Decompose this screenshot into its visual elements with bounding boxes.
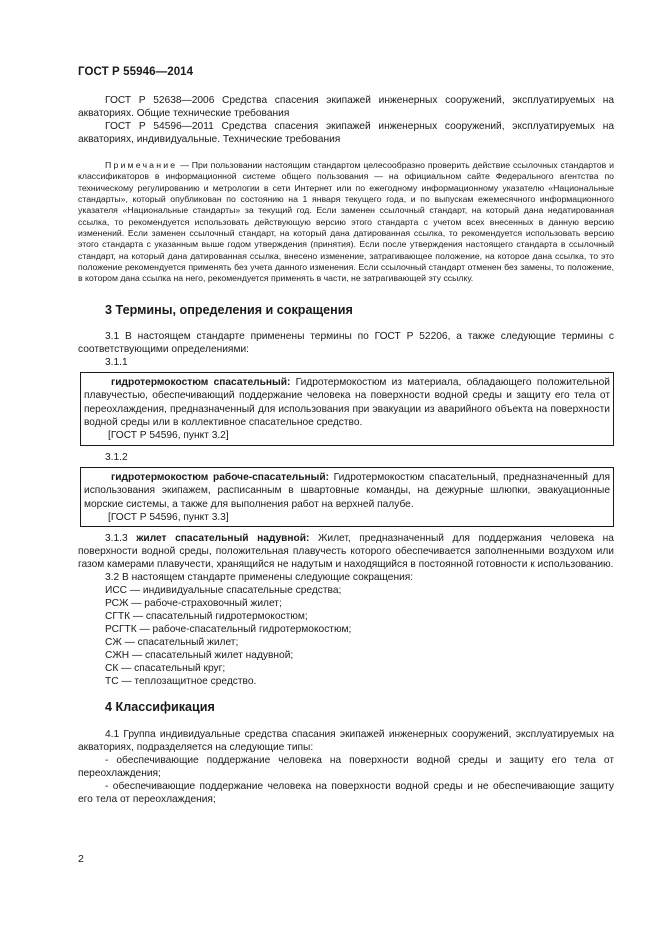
- clause-3-1-2-number: 3.1.2: [105, 451, 128, 463]
- reference-item: ГОСТ Р 52638—2006 Средства спасения экипажей инженерных сооружений, эксплуатируемых на акваториях. Общие технические требования: [78, 95, 614, 119]
- clause-3-1: 3.1 В настоящем стандарте применены термины по ГОСТ Р 52206, а также следующие термины с соответствующими определениями:: [78, 330, 614, 355]
- clause-3-1-3: [78, 532, 614, 571]
- term: гидротермокостюм рабоче-спасательный:: [111, 471, 329, 483]
- page-content: [78, 92, 614, 806]
- list-item: РСЖ — рабоче-страховочный жилет;: [105, 598, 282, 610]
- list-item: РСГТК — рабоче-спасательный гидротермокостюм;: [105, 624, 352, 636]
- reference-item: ГОСТ Р 54596—2011 Средства спасения экипажей инженерных сооружений, эксплуатируемых на акваториях, индивидуальные. Технические требования: [78, 121, 614, 145]
- section-3-title: 3 Термины, определения и сокращения: [105, 302, 353, 317]
- clause-number: 3.1.3: [105, 533, 137, 545]
- term: гидротермокостюм спасательный:: [111, 376, 291, 388]
- list-item: СЖ — спасательный жилет;: [105, 637, 239, 649]
- term: жилет спасательный надувной:: [136, 533, 310, 545]
- clause-4-1: 4.1 Группа индивидуальные средства спасания экипажей инженерных сооружений, эксплуатируемых на акваториях, подразделяется на следующие типы:: [78, 729, 614, 754]
- page-number: 2: [78, 853, 84, 865]
- note-paragraph: [78, 160, 614, 285]
- definition: Гидротермокостюм из материала, обладающего положительной плавучестью, обеспечивающий поддержание человека на поверхности водной среды и защиту его тела от переохлаждения, предназначенный для использования при эвакуации из аварийного объекта на поверхности водной среды или в коллективное спасательное средство.: [84, 376, 611, 428]
- definition: Жилет, предназначенный для поддержания человека на поверхности водной среды, положительная плавучесть которого обеспечивается заполненными воздухом или газом камерами плавучести, хранящийся не надутым и находящийся в постоянной готовности к использованию.: [78, 533, 614, 571]
- note-block: [78, 160, 614, 285]
- clause-3-2: 3.2 В настоящем стандарте применены следующие сокращения:: [105, 572, 414, 584]
- list-item: ТС — теплозащитное средство.: [105, 676, 257, 688]
- note-text: — При пользовании настоящим стандартом целесообразно проверить действие ссылочных стандартов и классификаторов в информационной системе общего пользования — на официальном сайте Федерального агентства по техническому регулированию и метрологии в сети Интернет или по ежегодному информационному указателю «Национальные стандарты», который опубликован по состоянию на 1 января текущего года, и по выпускам ежемесячного информационного указателя «Национальные стандарты» за текущий год. Если заменен ссылочный стандарт, на который дана недатированная ссылка, то рекомендуется использовать действующую версию этого стандарта с учетом всех внесенных в данную версию изменений. Если заменен ссылочный стандарт, на который дана датированная ссылка, то рекомендуется использовать версию этого стандарта с указанным выше годом утверждения (принятия). Если после утверждения настоящего стандарта в ссылочный стандарт, на который дана датированная ссылка, внесено изменение, затрагивающее положение, на которое дана ссылка, то это положение рекомендуется применять без учета данного изменения. Если ссылочный стандарт отменен без замены, то положение, в котором дана ссылка на него, рекомендуется применять в части, не затрагивающей эту ссылку.: [78, 160, 614, 284]
- list-item: ИСС — индивидуальные спасательные средства;: [105, 585, 342, 597]
- list-item: - обеспечивающие поддержание человека на поверхности водной среды и защиту его тела от переохлаждения;: [78, 755, 614, 780]
- list-item: СЖН — спасательный жилет надувной;: [105, 650, 294, 662]
- section-4-title: 4 Классификация: [105, 700, 215, 715]
- list-item: СГТК — спасательный гидротермокостюм;: [105, 611, 308, 623]
- clause-3-1-1-number: 3.1.1: [105, 356, 128, 368]
- definition-box-1: [80, 372, 614, 446]
- list-item: - обеспечивающие поддержание человека на поверхности водной среды и не обеспечивающие защиту его тела от переохлаждения;: [78, 781, 614, 806]
- definition-box-2: [80, 467, 614, 528]
- list-item: СК — спасательный круг;: [105, 663, 226, 675]
- normative-references: [78, 94, 614, 146]
- definition-source: [ГОСТ Р 54596, пункт 3.3]: [108, 512, 229, 524]
- definition: Гидротермокостюм спасательный, предназначенный для использования экипажем, расписанным в швартовные команды, на дежурные шлюпки, эвакуационные морские системы, а также для выполнения работ на верхней палубе.: [84, 471, 610, 510]
- note-label: Примечание: [105, 160, 178, 170]
- abbreviations-list: [78, 584, 614, 688]
- definition-text: [84, 376, 610, 430]
- document-header: ГОСТ Р 55946—2014: [78, 66, 194, 78]
- definition-source: [ГОСТ Р 54596, пункт 3.2]: [108, 430, 229, 442]
- definition-text: [84, 471, 610, 511]
